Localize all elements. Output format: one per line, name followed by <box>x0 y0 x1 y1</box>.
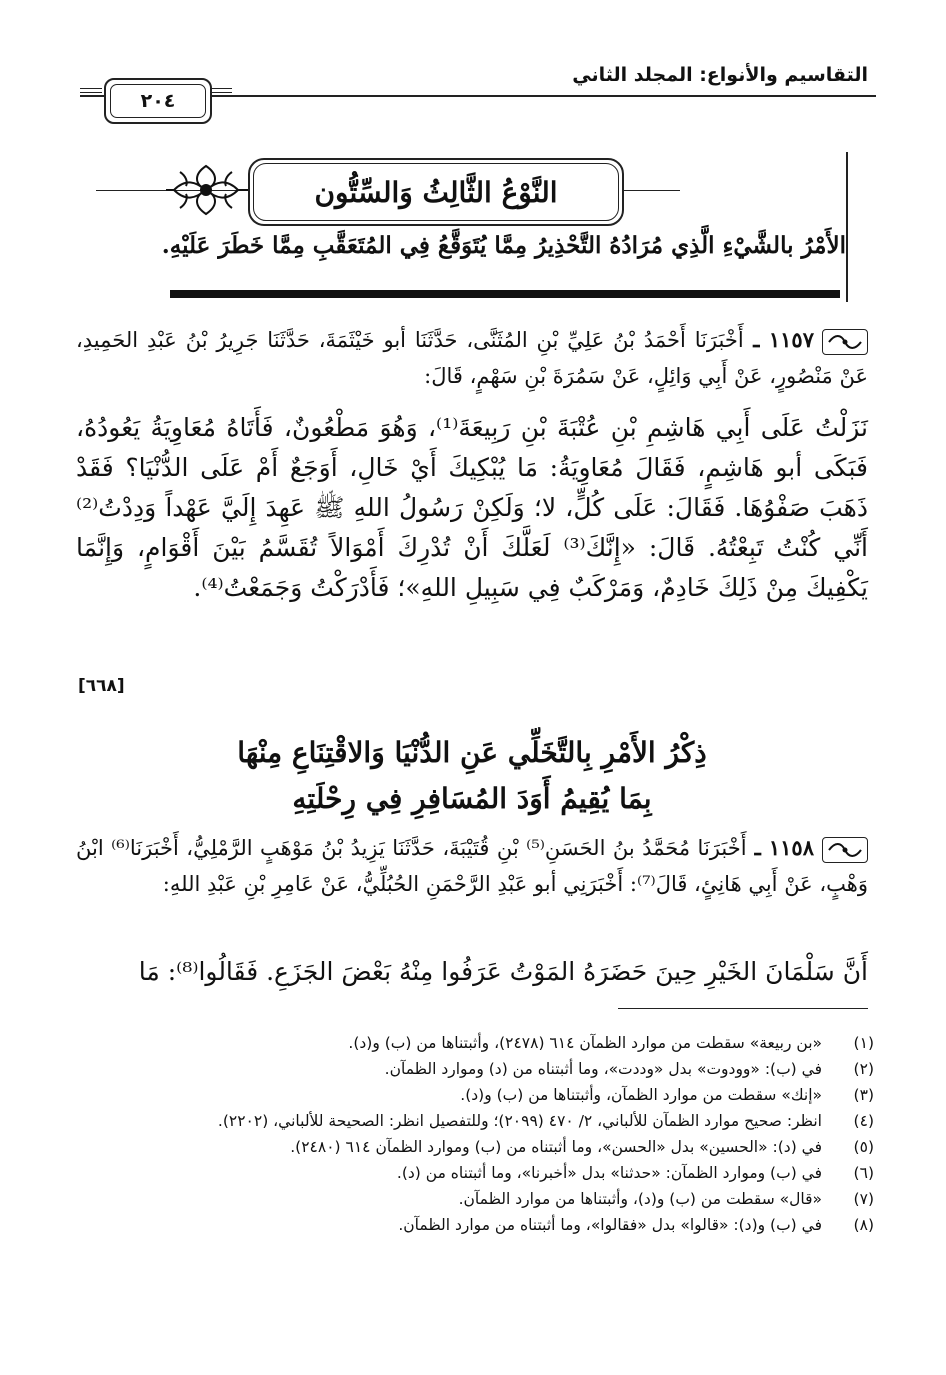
chapter-heading-line-1: ذِكْرُ الأَمْرِ بِالتَّخَلِّي عَنِ الدُّنْيَا وَالاقْتِنَاعِ مِنْهَا <box>237 736 707 769</box>
footnote <box>74 1056 874 1082</box>
hadith-1157-isnad-text: أَخْبَرَنَا أَحْمَدُ بْنُ عَلِيِّ بْنِ المُثَنَّى، حَدَّثَنَا أبو خَيْثَمَةَ، حَدَّثَنَا جَرِيرُ بْنُ عَبْدِ الحَمِيدِ، عَنْ مَنْصُورٍ، عَنْ أَبِي وَائِلٍ، عَنْ سَمُرَةَ بْنِ سَهْمٍ، قَالَ: <box>76 328 868 388</box>
hadith-1158-matn: أَنَّ سَلْمَانَ الخَيْرِ حِينَ حَضَرَهُ المَوْتُ عَرَفُوا مِنْهُ بَعْضَ الجَزَعِ. فَقَالُوا⁽⁸⁾: مَا <box>138 957 868 986</box>
hadith-1158-isnad-text: أَخْبَرَنَا مُحَمَّدُ بنُ الحَسَنِ⁽⁵⁾ بْنِ قُتَيْبَةَ، حَدَّثَنَا يَزِيدُ بْنُ مَوْهَبٍ الرَّمْلِيُّ، أَخْبَرَنَا⁽⁶⁾ ابْنُ وَهْبٍ، عَنْ أَبِي هَانِئٍ، قَالَ⁽⁷⁾: أَخْبَرَنِي أبو عَبْدِ الرَّحْمَنِ الحُبُلِّيُّ، عَنْ عَامِرِ بْنِ عَبْدِ اللهِ: <box>76 836 868 896</box>
footnote <box>74 1108 874 1134</box>
section-thick-rule <box>170 290 840 298</box>
footnote-text: في (ب): «وودوت» بدل «وددت»، وما أثبتناه من (د) وموارد الظمآن. <box>384 1060 822 1078</box>
frame-right-rule <box>846 152 848 302</box>
chapter-heading-line-2: بِمَا يُقِيمُ أَوَدَ المُسَافِرِ فِي رِحْلَتِهِ <box>292 782 652 815</box>
footnote-text: في (د): «الحسين» بدل «الحسن»، وما أثبتناه من (ب) وموارد الظمآن ٦١٤ (٢٤٨٠). <box>290 1138 822 1156</box>
hadith-1158-number: ١١٥٨ <box>768 835 814 860</box>
footnote-number: (٢) <box>853 1060 874 1078</box>
hadith-marker-icon <box>822 329 868 355</box>
section-title-box <box>248 158 624 226</box>
footnote <box>74 1082 874 1108</box>
running-title: التقاسيم والأنواع: المجلد الثاني <box>572 64 868 86</box>
footnote-text: «قال» سقطت من (ب) و(د)، وأثبتناها من موارد الظمآن. <box>458 1190 822 1208</box>
footnote <box>74 1160 874 1186</box>
footnote <box>74 1186 874 1212</box>
footnote-text: «بن ربيعة» سقطت من موارد الظمآن ٦١٤ (٢٤٧٨)، وأثبتناها من (ب) و(د). <box>348 1034 822 1052</box>
footnotes <box>74 1030 874 1238</box>
section-subtitle: الأَمْرُ بالشَّيْءِ الَّذِي مُرَادُهُ التَّحْذِيرُ مِمَّا يُتَوَقَّعُ فِي المُتَعَقَّبِ مِمَّا خَطَرَ عَلَيْهِ. <box>161 232 846 259</box>
hadith-marker-icon <box>822 837 868 863</box>
footnote-rule <box>618 1008 868 1009</box>
footnote-number: (٧) <box>853 1190 874 1208</box>
hadith-1157-reference: [٦٦٨] <box>78 676 125 696</box>
header-dash-right <box>212 88 232 93</box>
chapter-heading <box>96 730 848 822</box>
footnote <box>74 1030 874 1056</box>
footnote-text: في (ب) وموارد الظمآن: «حدثنا» بدل «أخبرنا»، وما أثبتناه من (د). <box>396 1164 822 1182</box>
hadith-1158-isnad: ١١٥٨ ـ أَخْبَرَنَا مُحَمَّدُ بنُ الحَسَنِ⁽⁵⁾ بْنِ قُتَيْبَةَ، حَدَّثَنَا يَزِيدُ بْنُ مَوْهَبٍ الرَّمْلِيُّ، أَخْبَرَنَا⁽⁶⁾ ابْنُ وَهْبٍ، عَنْ أَبِي هَانِئٍ، قَالَ⁽⁷⁾: أَخْبَرَنِي أبو عَبْدِ الرَّحْمَنِ الحُبُلِّيُّ، عَنْ عَامِرِ بْنِ عَبْدِ اللهِ: <box>76 835 868 896</box>
footnote-number: (٤) <box>853 1112 874 1130</box>
footnote-number: (٥) <box>853 1138 874 1156</box>
hadith-1157-matn: نَزَلْتُ عَلَى أَبِي هَاشِمِ بْنِ عُتْبَةَ بْنِ رَبِيعَةَ⁽¹⁾، وَهُوَ مَطْعُونٌ، فَأَتَاهُ مُعَاوِيَةُ يَعُودُهُ، فَبَكَى أبو هَاشِمٍ، فَقَالَ مُعَاوِيَةُ: مَا يُبْكِيكَ أَيْ خَالِ، أَوَجَعٌ أَمْ عَلَى الدُّنْيَا؟ فَقَدْ ذَهَبَ صَفْوُهَا. فَقَالَ: عَلَى كُلٍّ، لا؛ وَلَكِنْ رَسُولُ اللهِ ﷺ عَهِدَ إِلَيَّ عَهْداً وَدِدْتُ⁽²⁾ أَنِّي كُنْتُ تَبِعْتُهُ. قَالَ: «إِنَّكَ⁽³⁾ لَعَلَّكَ أَنْ تُدْرِكَ أَمْوَالاً تُقَسَّمُ بَيْنَ أَقْوَامٍ، وَإِنَّمَا يَكْفِيكَ مِنْ ذَلِكَ خَادِمٌ، وَمَرْكَبٌ فِي سَبِيلِ اللهِ»؛ فَأَدْرَكْتُ وَجَمَعْتُ⁽⁴⁾. <box>76 413 869 602</box>
footnote-text: انظر: صحيح موارد الظمآن للألباني، ٢/ ٤٧٠ (٢٠٩٩)؛ وللتفصيل انظر: الصحيحة للألباني، (٢٢٠٢). <box>217 1112 822 1130</box>
footnote-number: (٨) <box>853 1216 874 1234</box>
footnote-number: (٣) <box>853 1086 874 1104</box>
footnote-number: (٦) <box>853 1164 874 1182</box>
footnote <box>74 1212 874 1238</box>
footnote <box>74 1134 874 1160</box>
hadith-1157-isnad: ١١٥٧ ـ أَخْبَرَنَا أَحْمَدُ بْنُ عَلِيِّ بْنِ المُثَنَّى، حَدَّثَنَا أبو خَيْثَمَةَ، حَدَّثَنَا جَرِيرُ بْنُ عَبْدِ الحَمِيدِ، عَنْ مَنْصُورٍ، عَنْ أَبِي وَائِلٍ، عَنْ سَمُرَةَ بْنِ سَهْمٍ، قَالَ: <box>76 327 868 388</box>
floral-ornament-icon <box>164 160 248 220</box>
title-line-right <box>620 190 680 191</box>
footnote-number: (١) <box>853 1034 874 1052</box>
hadith-1157-number: ١١٥٧ <box>768 327 814 352</box>
footnote-text: في (ب) و(د): «قالوا» بدل «فقالوا»، وما أثبتناه من موارد الظمآن. <box>398 1216 822 1234</box>
header-dash-left <box>80 88 102 93</box>
page-number: ٢٠٤ <box>110 84 206 118</box>
footnote-text: «إنك» سقطت من موارد الظمآن، وأثبتناها من (ب) و(د). <box>460 1086 822 1104</box>
page-number-frame <box>104 78 212 124</box>
section-title: النَّوْعُ الثَّالِثُ وَالسِّتُّون <box>253 163 619 221</box>
